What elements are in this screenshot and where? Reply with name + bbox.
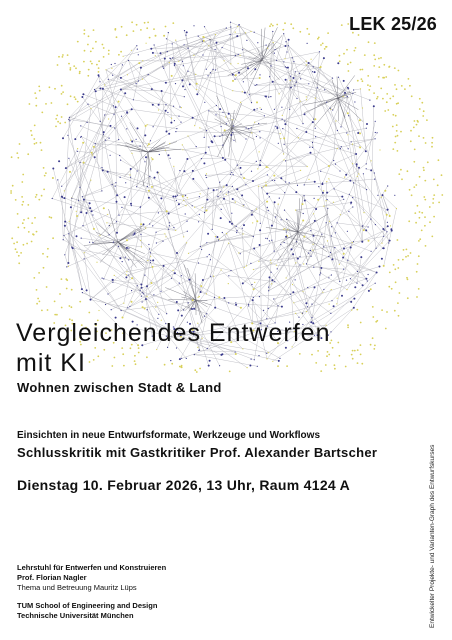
graph-caption-vertical: Entwickelter Projekte- und Varianten-Graph des Entwurfskurses <box>429 444 436 628</box>
event-date: Dienstag 10. Februar 2026, 13 Uhr, Raum 4124 A <box>17 477 351 493</box>
footer-school: TUM School of Engineering and Design <box>17 601 158 610</box>
footer-university: Technische Universität München <box>17 611 134 620</box>
footer-supervision: Thema und Betreuung Mauritz Lüps <box>17 583 137 592</box>
footer-chair: Lehrstuhl für Entwerfen und Konstruieren <box>17 563 167 572</box>
title-line-2: mit KI <box>16 349 86 377</box>
poster-title <box>16 318 330 378</box>
final-critique-line: Schlusskritik mit Gastkritiker Prof. Alexander Bartscher <box>17 445 378 460</box>
footer-professor: Prof. Florian Nagler <box>17 573 87 582</box>
insights-line: Einsichten in neue Entwurfsformate, Werkzeuge und Workflows <box>17 430 321 441</box>
graph-edges <box>52 22 396 367</box>
title-line-1: Vergleichendes Entwerfen <box>16 319 331 347</box>
subtitle: Wohnen zwischen Stadt & Land <box>17 380 222 395</box>
course-code: LEK 25/26 <box>349 14 437 34</box>
